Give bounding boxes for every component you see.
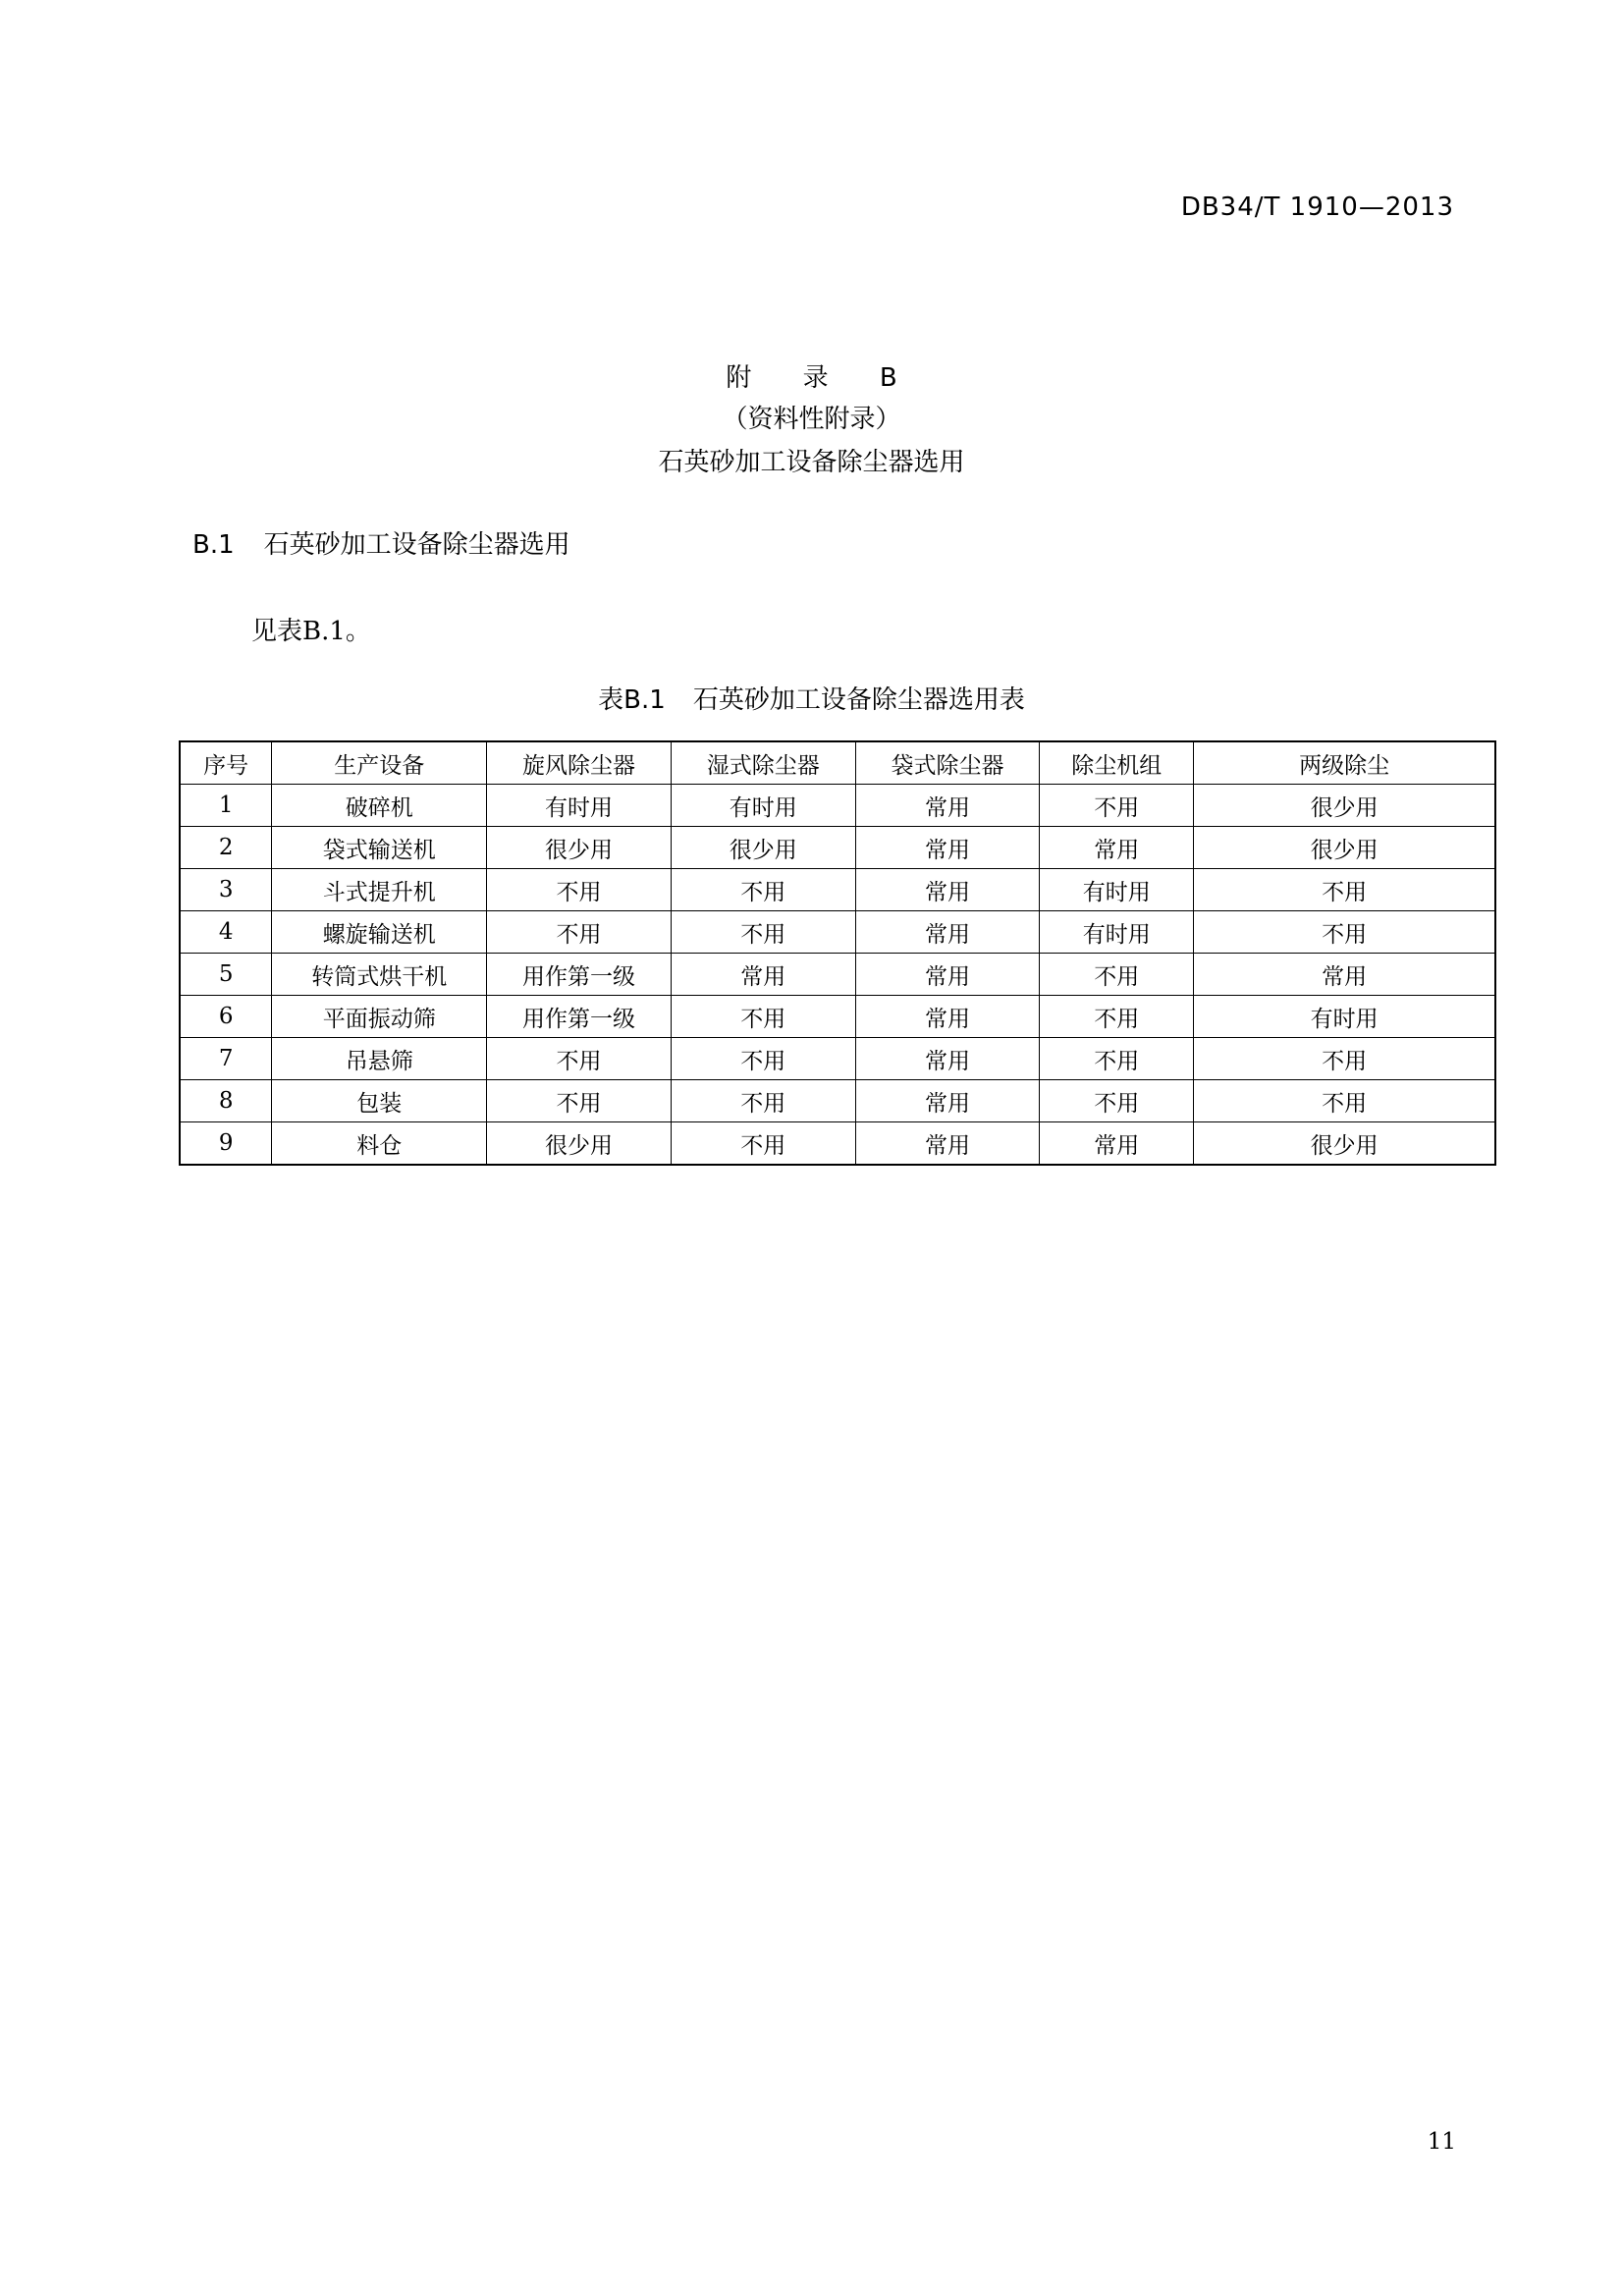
table-row xyxy=(180,785,1495,827)
table-cell: 转筒式烘干机 xyxy=(272,954,487,996)
table-cell: 有时用 xyxy=(671,785,855,827)
table-cell: 常用 xyxy=(855,1038,1040,1080)
table-cell: 很少用 xyxy=(671,827,855,869)
table-row xyxy=(180,1080,1495,1122)
table-cell: 用作第一级 xyxy=(487,996,672,1038)
table-row xyxy=(180,954,1495,996)
table-cell: 常用 xyxy=(855,785,1040,827)
table-cell: 有时用 xyxy=(1040,911,1194,954)
table-row xyxy=(180,1038,1495,1080)
table-cell: 不用 xyxy=(1194,911,1495,954)
table-cell: 常用 xyxy=(855,996,1040,1038)
table-cell: 平面振动筛 xyxy=(272,996,487,1038)
table-cell: 不用 xyxy=(487,869,672,911)
table-cell: 常用 xyxy=(855,911,1040,954)
table-cell: 包装 xyxy=(272,1080,487,1122)
table-cell: 4 xyxy=(180,911,272,954)
header-cell: 生产设备 xyxy=(272,741,487,785)
header-cell: 两级除尘 xyxy=(1194,741,1495,785)
table-cell: 不用 xyxy=(671,869,855,911)
section-heading xyxy=(192,524,570,561)
table-cell: 袋式输送机 xyxy=(272,827,487,869)
table-cell: 不用 xyxy=(671,996,855,1038)
table-cell: 常用 xyxy=(1194,954,1495,996)
table-cell: 不用 xyxy=(671,1080,855,1122)
table-cell: 常用 xyxy=(1040,1122,1194,1166)
table-cell: 很少用 xyxy=(1194,827,1495,869)
header-cell: 除尘机组 xyxy=(1040,741,1194,785)
table-cell: 不用 xyxy=(1194,1080,1495,1122)
table-cell: 不用 xyxy=(1040,996,1194,1038)
appendix-name: 石英砂加工设备除尘器选用 xyxy=(658,448,965,477)
table-cell: 常用 xyxy=(855,1122,1040,1166)
section-body-text: 见表B.1。 xyxy=(251,617,371,646)
table-row xyxy=(180,827,1495,869)
table-cell: 7 xyxy=(180,1038,272,1080)
table-cell: 不用 xyxy=(1194,869,1495,911)
table-cell: 常用 xyxy=(855,1080,1040,1122)
table-cell: 不用 xyxy=(487,1080,672,1122)
table-cell: 很少用 xyxy=(1194,785,1495,827)
table-cell: 不用 xyxy=(1040,954,1194,996)
table-cell: 不用 xyxy=(671,1038,855,1080)
appendix-title: 附 录 B xyxy=(726,363,919,393)
section-title: 石英砂加工设备除尘器选用 xyxy=(263,530,570,560)
table-cell: 不用 xyxy=(671,911,855,954)
table-row xyxy=(180,869,1495,911)
table-cell: 8 xyxy=(180,1080,272,1122)
document-code: DB34/T 1910—2013 xyxy=(1180,192,1454,222)
page-number: 11 xyxy=(1427,2129,1456,2155)
table-cell: 有时用 xyxy=(1194,996,1495,1038)
table-cell: 不用 xyxy=(487,1038,672,1080)
table-cell: 常用 xyxy=(1040,827,1194,869)
table-row xyxy=(180,996,1495,1038)
table-cell: 用作第一级 xyxy=(487,954,672,996)
table-cell: 常用 xyxy=(855,869,1040,911)
table-cell: 不用 xyxy=(487,911,672,954)
table-row xyxy=(180,911,1495,954)
table-cell: 螺旋输送机 xyxy=(272,911,487,954)
table-cell: 很少用 xyxy=(1194,1122,1495,1166)
table-cell: 2 xyxy=(180,827,272,869)
table-cell: 常用 xyxy=(855,954,1040,996)
table-cell: 很少用 xyxy=(487,827,672,869)
table-cell: 不用 xyxy=(1040,785,1194,827)
appendix-subtitle: （资料性附录） xyxy=(722,405,901,434)
table-cell: 3 xyxy=(180,869,272,911)
table-cell: 1 xyxy=(180,785,272,827)
table-cell: 不用 xyxy=(1194,1038,1495,1080)
table-cell: 吊悬筛 xyxy=(272,1038,487,1080)
table-cell: 破碎机 xyxy=(272,785,487,827)
header-cell: 袋式除尘器 xyxy=(855,741,1040,785)
table-cell: 有时用 xyxy=(487,785,672,827)
header-cell: 旋风除尘器 xyxy=(487,741,672,785)
table-cell: 6 xyxy=(180,996,272,1038)
header-cell: 序号 xyxy=(180,741,272,785)
table-header-row xyxy=(180,741,1495,785)
table-cell: 有时用 xyxy=(1040,869,1194,911)
table-cell: 常用 xyxy=(671,954,855,996)
table-cell: 不用 xyxy=(1040,1038,1194,1080)
table-cell: 不用 xyxy=(671,1122,855,1166)
table-cell: 不用 xyxy=(1040,1080,1194,1122)
table-cell: 料仓 xyxy=(272,1122,487,1166)
table-caption-title: 石英砂加工设备除尘器选用表 xyxy=(692,685,1025,715)
table-row xyxy=(180,1122,1495,1166)
table-caption-number: 表B.1 xyxy=(598,685,666,715)
section-number: B.1 xyxy=(192,530,235,560)
dust-collector-table xyxy=(179,740,1496,1166)
table-cell: 9 xyxy=(180,1122,272,1166)
table-cell: 5 xyxy=(180,954,272,996)
table-caption xyxy=(0,680,1623,716)
table-cell: 斗式提升机 xyxy=(272,869,487,911)
table-cell: 很少用 xyxy=(487,1122,672,1166)
header-cell: 湿式除尘器 xyxy=(671,741,855,785)
table-cell: 常用 xyxy=(855,827,1040,869)
